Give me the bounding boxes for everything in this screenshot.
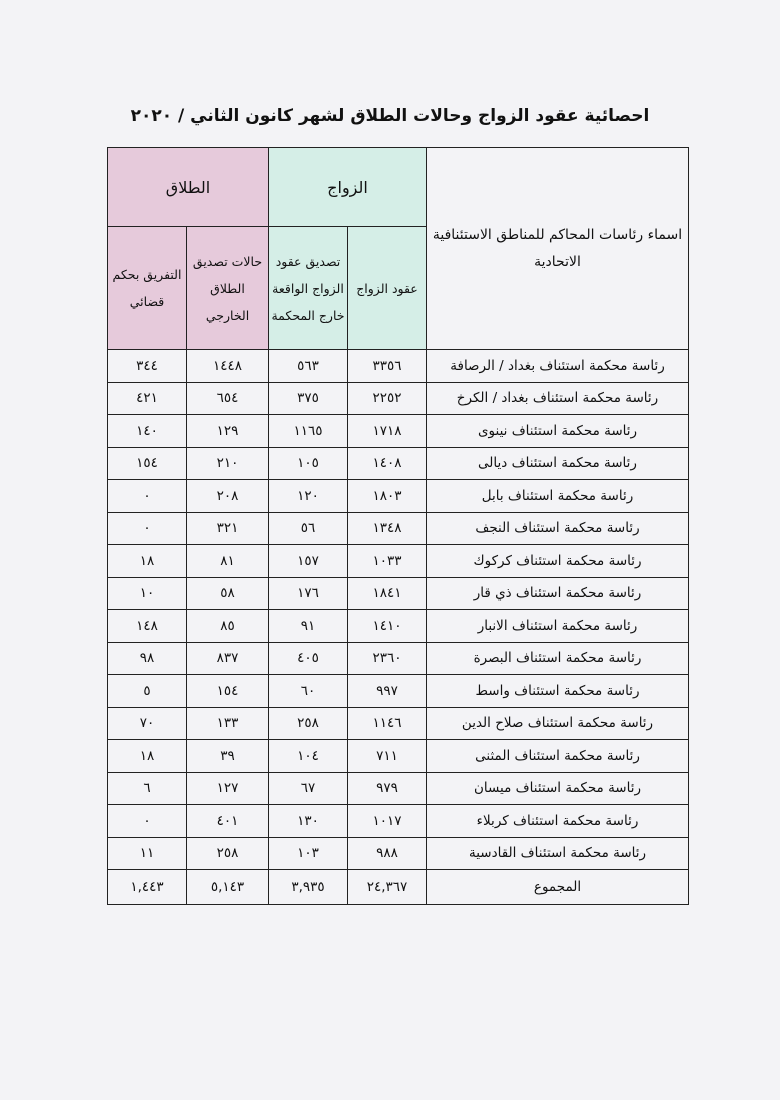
marriage-contracts-cell: ٢٢٥٢ [348, 382, 427, 415]
table-row [108, 350, 689, 383]
marriage-ratification-cell: ١٠٤ [269, 740, 348, 773]
judicial-separation-cell: ١٨ [108, 740, 187, 773]
table-row [108, 577, 689, 610]
divorce-group-header: الطلاق [108, 148, 269, 227]
marriage-contracts-cell: ٢٣٦٠ [348, 642, 427, 675]
marriage-contracts-cell: ١٠٣٣ [348, 545, 427, 578]
judicial-separation-cell: ١٠ [108, 577, 187, 610]
total-marriage-ratification: ٣,٩٣٥ [269, 870, 348, 905]
header-group-row [108, 148, 689, 227]
marriage-contracts-cell: ١٤١٠ [348, 610, 427, 643]
marriage-contracts-cell: ١١٤٦ [348, 707, 427, 740]
table-row [108, 415, 689, 448]
table-row [108, 447, 689, 480]
judicial-separation-header: التفريق بحكم قضائي [108, 227, 187, 350]
marriage-ratification-cell: ٥٦٣ [269, 350, 348, 383]
judicial-separation-cell: ٥ [108, 675, 187, 708]
table-row [108, 610, 689, 643]
court-name: رئاسة محكمة استئناف كركوك [427, 545, 689, 578]
court-name: رئاسة محكمة استئناف القادسية [427, 837, 689, 870]
marriage-ratification-cell: ٢٥٨ [269, 707, 348, 740]
marriage-contracts-cell: ٩٩٧ [348, 675, 427, 708]
total-judicial-separation: ١,٤٤٣ [108, 870, 187, 905]
judicial-separation-cell: ٠ [108, 805, 187, 838]
judicial-separation-cell: ٦ [108, 772, 187, 805]
divorce-ratification-cell: ١٢٧ [187, 772, 269, 805]
marriage-ratification-cell: ٦٠ [269, 675, 348, 708]
court-name: رئاسة محكمة استئناف واسط [427, 675, 689, 708]
total-row [108, 870, 689, 905]
statistics-table [107, 147, 689, 905]
marriage-ratification-cell: ١٥٧ [269, 545, 348, 578]
court-name: رئاسة محكمة استئناف الانبار [427, 610, 689, 643]
divorce-ratification-cell: ٣٢١ [187, 512, 269, 545]
marriage-contracts-cell: ٩٨٨ [348, 837, 427, 870]
court-name: رئاسة محكمة استئناف صلاح الدين [427, 707, 689, 740]
court-name: رئاسة محكمة استئناف النجف [427, 512, 689, 545]
table-row [108, 675, 689, 708]
court-name: رئاسة محكمة استئناف بغداد / الرصافة [427, 350, 689, 383]
marriage-contracts-cell: ١٠١٧ [348, 805, 427, 838]
table-row [108, 642, 689, 675]
table-row [108, 512, 689, 545]
divorce-ratification-cell: ٢٥٨ [187, 837, 269, 870]
divorce-ratification-cell: ٨٥ [187, 610, 269, 643]
court-name: رئاسة محكمة استئناف ذي قار [427, 577, 689, 610]
marriage-contracts-cell: ١٧١٨ [348, 415, 427, 448]
judicial-separation-cell: ١٥٤ [108, 447, 187, 480]
marriage-ratification-cell: ١١٦٥ [269, 415, 348, 448]
marriage-contracts-cell: ١٤٠٨ [348, 447, 427, 480]
judicial-separation-cell: ٤٢١ [108, 382, 187, 415]
marriage-contracts-header: عقود الزواج [348, 227, 427, 350]
divorce-ratification-cell: ٦٥٤ [187, 382, 269, 415]
court-name: رئاسة محكمة استئناف بابل [427, 480, 689, 513]
divorce-ratification-cell: ٢١٠ [187, 447, 269, 480]
divorce-ratification-cell: ٤٠١ [187, 805, 269, 838]
marriage-ratification-cell: ٤٠٥ [269, 642, 348, 675]
table-row [108, 480, 689, 513]
judicial-separation-cell: ٩٨ [108, 642, 187, 675]
divorce-ratification-cell: ٥٨ [187, 577, 269, 610]
marriage-contracts-cell: ١٨٤١ [348, 577, 427, 610]
table-row [108, 740, 689, 773]
table-body [108, 350, 689, 905]
judicial-separation-cell: ٠ [108, 480, 187, 513]
judicial-separation-cell: ١٤٨ [108, 610, 187, 643]
marriage-ratification-cell: ٣٧٥ [269, 382, 348, 415]
divorce-ratification-cell: ٢٠٨ [187, 480, 269, 513]
table-row [108, 837, 689, 870]
table-row [108, 772, 689, 805]
table-row [108, 805, 689, 838]
total-divorce-ratification: ٥,١٤٣ [187, 870, 269, 905]
marriage-ratification-cell: ٦٧ [269, 772, 348, 805]
marriage-group-header: الزواج [269, 148, 427, 227]
table-row [108, 707, 689, 740]
judicial-separation-cell: ١٤٠ [108, 415, 187, 448]
divorce-ratification-cell: ١٢٩ [187, 415, 269, 448]
marriage-ratification-cell: ٩١ [269, 610, 348, 643]
divorce-ratification-cell: ١٤٤٨ [187, 350, 269, 383]
marriage-ratification-header: تصديق عقود الزواج الواقعة خارج المحكمة [269, 227, 348, 350]
judicial-separation-cell: ١١ [108, 837, 187, 870]
marriage-contracts-cell: ٧١١ [348, 740, 427, 773]
court-name: رئاسة محكمة استئناف المثنى [427, 740, 689, 773]
page-title: احصائية عقود الزواج وحالات الطلاق لشهر كانون الثاني / ٢٠٢٠ [130, 106, 650, 126]
court-name: رئاسة محكمة استئناف كربلاء [427, 805, 689, 838]
marriage-ratification-cell: ١٠٣ [269, 837, 348, 870]
total-label: المجموع [427, 870, 689, 905]
marriage-ratification-cell: ١٠٥ [269, 447, 348, 480]
marriage-ratification-cell: ٥٦ [269, 512, 348, 545]
divorce-ratification-header: حالات تصديق الطلاق الخارجي [187, 227, 269, 350]
judicial-separation-cell: ١٨ [108, 545, 187, 578]
court-name: رئاسة محكمة استئناف البصرة [427, 642, 689, 675]
marriage-contracts-cell: ١٣٤٨ [348, 512, 427, 545]
court-name: رئاسة محكمة استئناف ديالى [427, 447, 689, 480]
judicial-separation-cell: ٧٠ [108, 707, 187, 740]
court-column-header: اسماء رئاسات المحاكم للمناطق الاستئنافية الاتحادية [427, 148, 689, 350]
total-marriage-contracts: ٢٤,٣٦٧ [348, 870, 427, 905]
court-name: رئاسة محكمة استئناف بغداد / الكرخ [427, 382, 689, 415]
judicial-separation-cell: ٠ [108, 512, 187, 545]
marriage-ratification-cell: ١٢٠ [269, 480, 348, 513]
marriage-ratification-cell: ١٧٦ [269, 577, 348, 610]
marriage-contracts-cell: ٣٣٥٦ [348, 350, 427, 383]
divorce-ratification-cell: ١٣٣ [187, 707, 269, 740]
marriage-ratification-cell: ١٣٠ [269, 805, 348, 838]
marriage-contracts-cell: ١٨٠٣ [348, 480, 427, 513]
divorce-ratification-cell: ٣٩ [187, 740, 269, 773]
divorce-ratification-cell: ١٥٤ [187, 675, 269, 708]
court-name: رئاسة محكمة استئناف نينوى [427, 415, 689, 448]
marriage-contracts-cell: ٩٧٩ [348, 772, 427, 805]
table-row [108, 545, 689, 578]
divorce-ratification-cell: ٨٣٧ [187, 642, 269, 675]
table-row [108, 382, 689, 415]
divorce-ratification-cell: ٨١ [187, 545, 269, 578]
judicial-separation-cell: ٣٤٤ [108, 350, 187, 383]
court-name: رئاسة محكمة استئناف ميسان [427, 772, 689, 805]
